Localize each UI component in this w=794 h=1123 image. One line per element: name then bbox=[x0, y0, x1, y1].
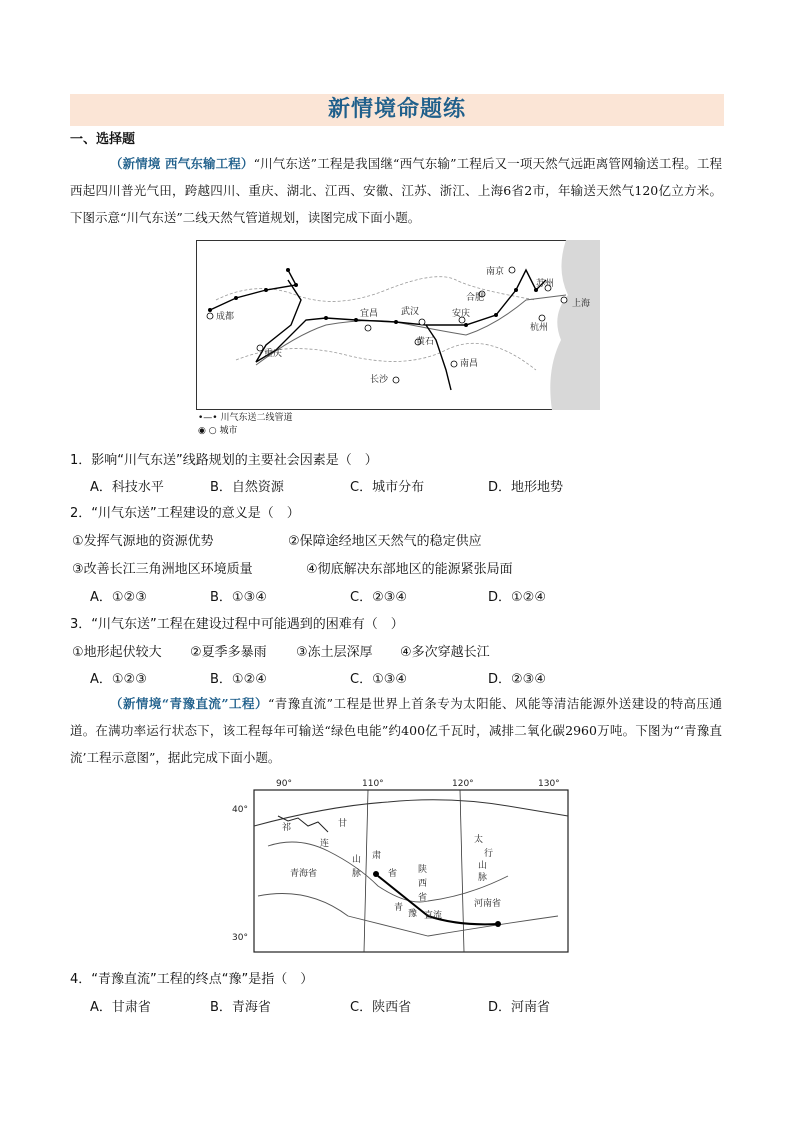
lon-label: 110° bbox=[362, 779, 384, 789]
map-label: 青海省 bbox=[290, 869, 318, 879]
city-label: 重庆 bbox=[264, 349, 283, 359]
lon-label: 120° bbox=[452, 779, 474, 789]
pipeline-node bbox=[324, 316, 328, 320]
city-label: 苏州 bbox=[536, 279, 555, 289]
q4-option-c[interactable]: C．陕西省 bbox=[350, 1000, 412, 1015]
pipeline-node bbox=[464, 323, 468, 327]
question-4: 4．“青豫直流”工程的终点“豫”是指（ ） bbox=[70, 972, 314, 987]
map-label: 甘 bbox=[338, 819, 348, 829]
pipeline-node bbox=[394, 320, 398, 324]
q3-option-d[interactable]: D．②③④ bbox=[488, 672, 546, 687]
q3-item-3: ③冻土层深厚 bbox=[296, 645, 373, 660]
pipeline-node bbox=[514, 288, 518, 292]
city-label: 南京 bbox=[486, 267, 505, 277]
q2-item-2: ②保障途经地区天然气的稳定供应 bbox=[288, 534, 482, 549]
passage-2-tag: （新情境“青豫直流”工程） bbox=[110, 696, 268, 711]
lat-label: 40° bbox=[232, 805, 248, 815]
page-title: 新情境命题练 bbox=[70, 94, 724, 126]
city-marker bbox=[451, 361, 457, 367]
city-label: 成都 bbox=[216, 312, 235, 322]
city-marker bbox=[257, 345, 263, 351]
pipeline-node bbox=[208, 308, 212, 312]
question-3: 3．“川气东送”工程在建设过程中可能遇到的困难有（ ） bbox=[70, 617, 404, 632]
question-1: 1．影响“川气东送”线路规划的主要社会因素是（ ） bbox=[70, 453, 378, 468]
city-marker bbox=[561, 297, 567, 303]
map-label: 西 bbox=[418, 879, 428, 889]
q2-option-c[interactable]: C．②③④ bbox=[350, 590, 408, 605]
map-label: 豫 bbox=[408, 909, 418, 919]
q3-option-b[interactable]: B．①②④ bbox=[210, 672, 267, 687]
lon-label: 90° bbox=[276, 779, 292, 789]
q2-option-d[interactable]: D．①②④ bbox=[488, 590, 546, 605]
map-label: 省 bbox=[388, 869, 398, 879]
qingyu-map bbox=[228, 776, 574, 956]
q3-option-c[interactable]: C．①③④ bbox=[350, 672, 408, 687]
legend-city: 城市 bbox=[219, 426, 238, 436]
city-label: 黄石 bbox=[416, 337, 435, 347]
q2-option-a[interactable]: A．①②③ bbox=[90, 590, 147, 605]
map-label: 直流 bbox=[424, 911, 443, 921]
passage-2-text: “青豫直流”工程是世界上首条专为太阳能、风能等清洁能源外送建设的特高压通道。在满功率运行状态下，该工程每年可输送“绿色电能”约400亿千瓦时，减排二氧化碳2960万吨。下图为“‘青豫直流’工程示意图”，据此完成下面小题。 bbox=[70, 696, 722, 765]
pipeline-node bbox=[494, 313, 498, 317]
city-label: 上海 bbox=[572, 299, 591, 309]
q2-item-4: ④彻底解决东部地区的能源紧张局面 bbox=[306, 562, 513, 577]
map-label: 脉 bbox=[478, 873, 488, 883]
pipeline-node bbox=[294, 283, 298, 287]
map-label: 连 bbox=[320, 839, 330, 849]
question-2: 2．“川气东送”工程建设的意义是（ ） bbox=[70, 506, 300, 521]
city-marker bbox=[365, 325, 371, 331]
map-label: 陕 bbox=[418, 865, 428, 875]
q1-option-d[interactable]: D．地形地势 bbox=[488, 480, 564, 495]
city-label: 杭州 bbox=[530, 323, 549, 333]
q3-option-a[interactable]: A．①②③ bbox=[90, 672, 147, 687]
city-marker bbox=[419, 319, 425, 325]
map-label: 肃 bbox=[372, 851, 382, 861]
pipeline-node bbox=[234, 296, 238, 300]
city-marker bbox=[207, 313, 213, 319]
city-label: 安庆 bbox=[452, 309, 471, 319]
q2-item-1: ①发挥气源地的资源优势 bbox=[72, 534, 214, 549]
map-label: 山 bbox=[478, 861, 488, 871]
q3-item-2: ②夏季多暴雨 bbox=[190, 645, 267, 660]
q3-item-1: ①地形起伏较大 bbox=[72, 645, 162, 660]
map-label: 青 bbox=[394, 903, 404, 913]
q1-option-c[interactable]: C．城市分布 bbox=[350, 480, 425, 495]
pipeline-node bbox=[286, 268, 290, 272]
pipeline-node bbox=[354, 318, 358, 322]
city-label: 武汉 bbox=[401, 307, 420, 317]
passage-2 bbox=[70, 690, 722, 771]
q3-item-4: ④多次穿越长江 bbox=[400, 645, 490, 660]
map-label: 河南省 bbox=[474, 899, 502, 909]
q4-option-d[interactable]: D．河南省 bbox=[488, 1000, 551, 1015]
q2-item-3: ③改善长江三角洲地区环境质量 bbox=[72, 562, 253, 577]
map-label: 脉 bbox=[352, 869, 362, 879]
city-label: 宜昌 bbox=[360, 309, 379, 319]
q1-option-b[interactable]: B．自然资源 bbox=[210, 480, 284, 495]
lat-label: 30° bbox=[232, 933, 248, 943]
passage-1-text: “川气东送”工程是我国继“西气东输”工程后又一项天然气远距离管网输送工程。工程西起四川普光气田，跨越四川、重庆、湖北、江西、安徽、江苏、浙江、上海6省2市，年输送天然气120亿立方米。下图示意“川气东送”二线天然气管道规划，读图完成下面小题。 bbox=[70, 156, 722, 225]
map-label: 山 bbox=[352, 855, 362, 865]
lon-label: 130° bbox=[538, 779, 560, 789]
city-marker bbox=[539, 315, 545, 321]
q4-option-b[interactable]: B．青海省 bbox=[210, 1000, 271, 1015]
city-label: 长沙 bbox=[370, 375, 389, 385]
q2-option-b[interactable]: B．①③④ bbox=[210, 590, 267, 605]
q1-option-a[interactable]: A．科技水平 bbox=[90, 480, 164, 495]
passage-1 bbox=[70, 150, 722, 231]
section-heading: 一、选择题 bbox=[70, 132, 136, 147]
city-label: 合肥 bbox=[466, 293, 485, 303]
city-marker bbox=[393, 377, 399, 383]
legend-pipeline: 川气东送二线管道 bbox=[220, 413, 293, 423]
map-label: 行 bbox=[484, 849, 494, 859]
passage-1-tag: （新情境 西气东输工程） bbox=[110, 156, 254, 171]
map-label: 太 bbox=[474, 835, 484, 845]
map-legend bbox=[198, 412, 293, 438]
map-label: 省 bbox=[418, 893, 428, 903]
pipeline-legend-icon: •—• bbox=[198, 413, 218, 423]
q4-option-a[interactable]: A．甘肃省 bbox=[90, 1000, 151, 1015]
city-marker bbox=[509, 267, 515, 273]
pipeline-node bbox=[264, 288, 268, 292]
city-label: 南昌 bbox=[460, 359, 479, 369]
end-point bbox=[495, 921, 501, 927]
pipeline-map bbox=[196, 240, 600, 410]
city-legend-icon: ◉ ○ bbox=[198, 426, 217, 436]
map-label: 祁 bbox=[282, 823, 292, 833]
start-point bbox=[373, 871, 379, 877]
